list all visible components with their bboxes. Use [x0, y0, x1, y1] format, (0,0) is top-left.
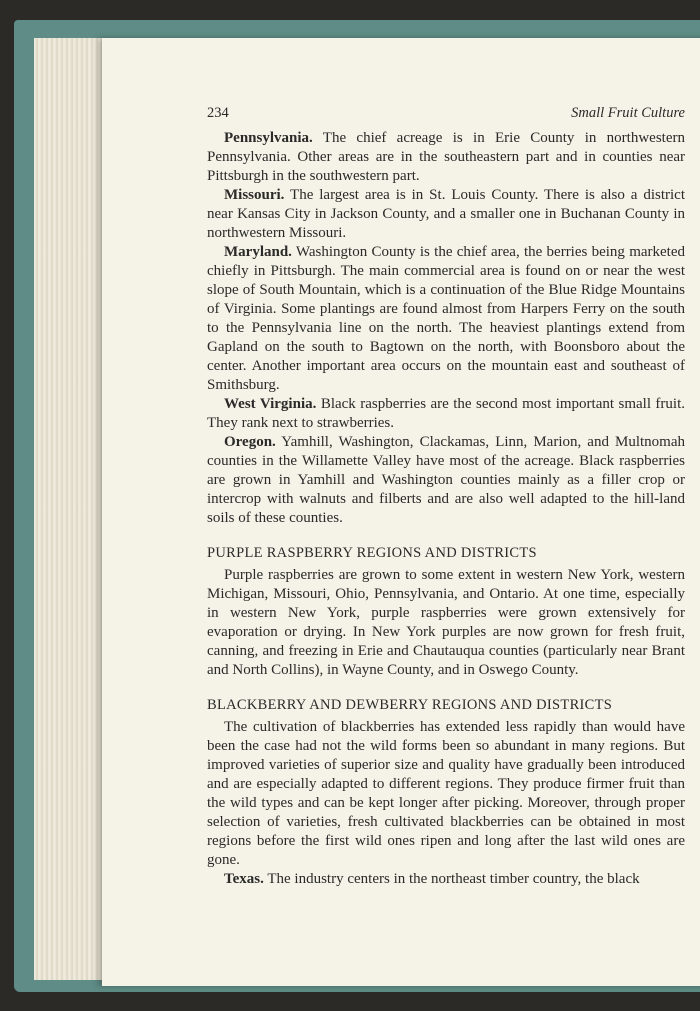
- paragraph-purple-raspberry: Purple raspberries are grown to some extent in western New York, western Michigan, Missouri, Ohio, Pennsylvania, and Ontario. At one time, especially in western New York, purple raspberries were grown extensively for evaporation or drying. In New York purples are now grown for fresh fruit, canning, and freezing in Erie and Chautauqua counties (particularly near Brant and North Collins), in Wayne County, and in Oswego County.: [207, 567, 685, 678]
- paragraph-west-virginia: [207, 395, 685, 433]
- paragraph-oregon: [207, 433, 685, 528]
- paragraph-maryland: [207, 243, 685, 395]
- running-head: [207, 104, 685, 123]
- paragraph-text: Washington County is the chief area, the berries being marketed chiefly in Pittsburgh. The main commercial area is found on or near the west slope of South Mountain, which is a continuation of the Blue Ridge Mountains of Virginia. Some plantings are found almost from Harpers Ferry on the south to the Pennsylvania line on the north. The heaviest plantings extend from Gapland on the south to Bagtown on the north, with Boonsboro about the center. Another important area occurs on the mountain east and southeast of Smithsburg.: [207, 244, 685, 393]
- page-text: [207, 104, 685, 889]
- lead-term: Pennsylvania.: [224, 130, 313, 146]
- lead-term: Missouri.: [224, 187, 285, 203]
- paragraph-texas: [207, 870, 685, 889]
- paragraph-text: The largest area is in St. Louis County. There is also a district near Kansas City in Jackson County, and a smaller one in Buchanan County in northwestern Missouri.: [207, 187, 685, 241]
- paragraph-text: The industry centers in the northeast timber country, the black: [263, 871, 640, 887]
- heading-purple-raspberry: PURPLE RASPBERRY REGIONS AND DISTRICTS: [207, 545, 537, 561]
- lead-term: Texas.: [224, 871, 264, 887]
- page-number: 234: [207, 105, 229, 121]
- paragraph-text: Black raspberries are the second most important small fruit. They rank next to strawberries.: [207, 396, 685, 431]
- lead-term: Maryland.: [224, 244, 292, 260]
- paragraph-text: The chief acreage is in Erie County in northwestern Pennsylvania. Other areas are in the southeastern part and in counties near Pittsburgh in the southwestern part.: [207, 130, 685, 184]
- paragraph-missouri: [207, 186, 685, 243]
- lead-term: West Virginia.: [224, 396, 317, 412]
- heading-blackberry-dewberry: BLACKBERRY AND DEWBERRY REGIONS AND DISTRICTS: [207, 697, 613, 713]
- lead-term: Oregon.: [224, 434, 276, 450]
- running-title: Small Fruit Culture: [571, 105, 685, 121]
- paragraph-text: Yamhill, Washington, Clackamas, Linn, Marion, and Multnomah counties in the Willamette Valley have most of the acreage. Black raspberries are grown in Yamhill and Washington counties mainly as a filler crop or intercrop with walnuts and filberts and are also well adapted to the hill-land soils of these counties.: [207, 434, 685, 526]
- paragraph-blackberry: The cultivation of blackberries has extended less rapidly than would have been the case had not the wild forms been so abundant in many regions. But improved varieties of superior size and quality have gradually been introduced and are especially adapted to different regions. They produce firmer fruit than the wild types and can be kept longer after picking. Moreover, through proper selection of varieties, fresh cultivated blackberries can be obtained in most regions before the first wild ones ripen and long after the last wild ones are gone.: [207, 719, 685, 868]
- paragraph-pennsylvania: [207, 129, 685, 186]
